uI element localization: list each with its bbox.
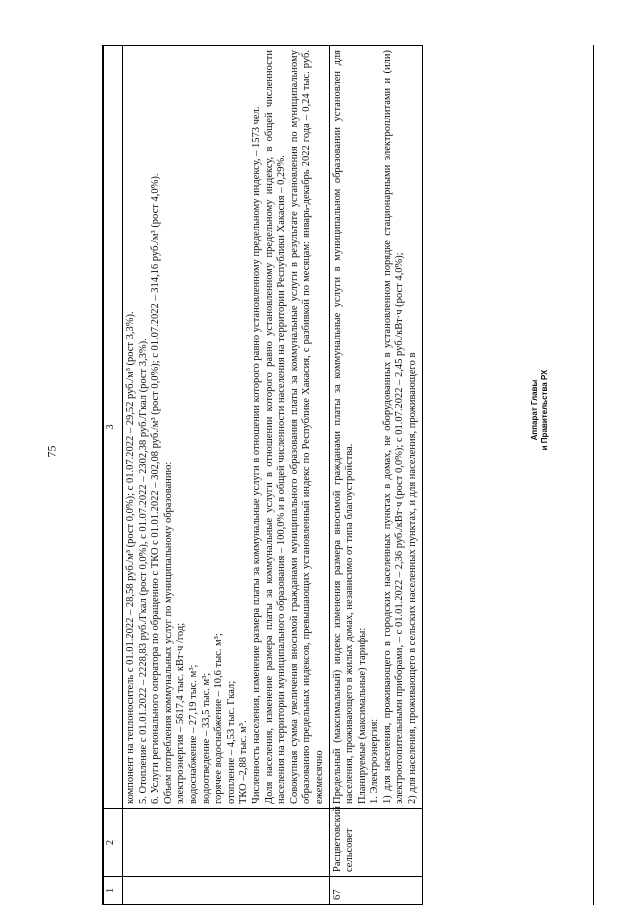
- text-line: Численность населения, изменение размера платы за коммунальные услуги в отношении которого равно установленному предельному индексу, – 1573 чел.: [250, 106, 262, 804]
- text-line: Предельный (максимальный) индекс изменения размера вносимой гражданами платы за коммунальные услуги в муниципальном образовании установлен для населения, проживающего в жилых домах, независимо от типа благоустройства.: [331, 50, 356, 804]
- text-line: электроэнергия – 5617,4 тыс. кВт·ч /год;: [175, 622, 187, 804]
- header-col-2: 2: [104, 809, 123, 877]
- table-row-67: [329, 46, 422, 905]
- text-line: 1. Электроэнергия:: [369, 718, 381, 804]
- stamp-line: и Правительства РХ: [540, 369, 549, 451]
- cell-continuation-text: [123, 46, 330, 809]
- text-line: 5. Отопление с 01.01.2022 – 2228,83 руб./Гкал (рост 0,0%), с 01.07.2022 – 2302,38 руб./Гкал (рост 3,3%).: [137, 338, 149, 804]
- text-line: Совокупная сумма увеличения вносимой гражданами муниципального образования платы за коммунальные услуги в результате установления по муниципальному образованию предельных индексов, превышающих установленный индекс по Республике Хакасия, с разбивкой по месяцам: январь-декабрь 2022 года – 0,24 тыс. руб. ежемесячно: [288, 50, 325, 804]
- office-stamp: [530, 350, 550, 470]
- text-line: Доля населения, изменение размера платы за коммунальные услуги в отношении которого равно установленному предельному индексу, в общей численности населения на территории муниципального образования – 100,0% и в общей численности населения на территории Республики Хакасия – 0,29%.: [263, 50, 288, 804]
- row-number: 67: [329, 877, 422, 905]
- table-frame: [102, 45, 594, 905]
- text-line: Планируемые (максимальные) тарифы:: [356, 627, 368, 804]
- text-line: водоснабжение – 27,19 тыс. м³;: [187, 664, 199, 804]
- text-line: 2) для населения, проживающего в сельских населенных пунктах, и для населения, проживающего в: [407, 352, 419, 804]
- text-line: компонент на теплоноситель с 01.01.2022 – 28,58 руб./м³ (рост 0,0%); с 01.07.2022 – 29,52 руб./м³ (рост 3,3%).: [125, 311, 136, 804]
- page-number: 75: [44, 445, 59, 458]
- cell-empty-number: [123, 877, 330, 905]
- cell-empty-name: [123, 809, 330, 877]
- text-line: водоотведение – 33,5 тыс. м³;: [200, 672, 212, 804]
- stamp-line: Аппарат Главы: [530, 379, 539, 441]
- text-line: отопление – 4,53 тыс. Гкал;: [225, 680, 237, 804]
- table-row-continuation: [123, 46, 330, 905]
- text-line: 6. Услуги регионального оператора по обращению с ТКО с 01.01.2022 – 302,08 руб./м³ (рост 0,0%); с 01.07.2022 – 314,16 руб./м³ (рост 4,0%).: [150, 173, 162, 804]
- text-line: ТКО –2,88 тыс. м³.: [238, 720, 250, 804]
- text-line: 1) для населения, проживающего в городских населенных пунктах в домах, не оборудованных в установленном порядке стационарными электроплитами и (или) электроотопительными приборами, – с 01.01.2022 – 2,36 руб./кВт·ч (рост 0,0%); с 01.07.2022 – 2,45 руб./кВт·ч (рост 4,0%);: [381, 50, 406, 804]
- text-line: горячее водоснабжение – 10,6 тыс. м³;: [213, 633, 225, 804]
- table-header-row: [104, 46, 123, 905]
- municipality-name: Расцветовский сельсовет: [329, 809, 422, 877]
- header-col-1: 1: [104, 877, 123, 905]
- text-line: Объем потребления коммунальных услуг по муниципальному образованию:: [162, 461, 174, 804]
- cell-row67-text: [329, 46, 422, 809]
- rotated-table-container: [103, 45, 593, 905]
- header-col-3: 3: [104, 46, 123, 809]
- tariff-table: [103, 45, 423, 905]
